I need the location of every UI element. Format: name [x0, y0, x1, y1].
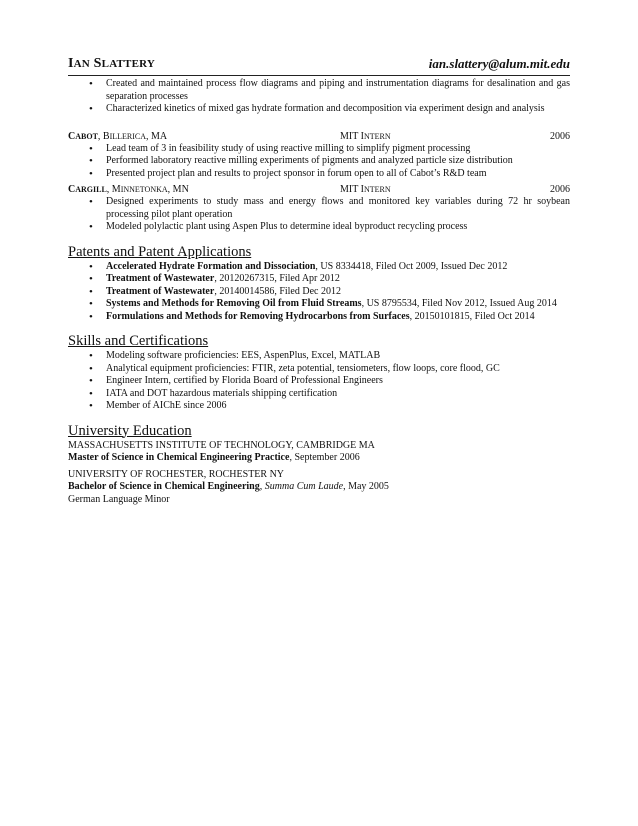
- job-bullet-list: [68, 196, 570, 234]
- candidate-email[interactable]: ian.slattery@alum.mit.edu: [428, 56, 570, 71]
- skill-item: • IATA and DOT hazardous materials shipping certification: [89, 387, 338, 400]
- bullet-icon: •: [89, 387, 93, 400]
- list-item: • Designed experiments to study mass and energy flows and monitored key variables during 72 hr soybean processing pilot plant operation: [89, 196, 570, 220]
- patent-item: • Accelerated Hydrate Formation and Dissociation, US 8334418, Filed Oct 2009, Issued Dec 2012: [89, 260, 508, 273]
- patent-item: • Treatment of Wastewater, 20140014586, Filed Dec 2012: [89, 285, 341, 298]
- candidate-name: IAN SLATTERY: [68, 56, 156, 71]
- skill-item: • Member of AIChE since 2006: [89, 400, 227, 412]
- resume-header: [68, 48, 570, 76]
- job-year: 2006: [550, 130, 570, 142]
- job-role: MIT INTERN: [340, 184, 391, 195]
- list-item: • Created and maintained process flow diagrams and piping and instrumentation diagrams for desalination and gas separation processes: [89, 78, 570, 102]
- education-rochester: [68, 469, 570, 507]
- bullet-icon: •: [89, 167, 93, 180]
- bullet-icon: •: [89, 350, 93, 362]
- bullet-icon: •: [89, 273, 93, 285]
- bullet-icon: •: [89, 103, 93, 115]
- bullet-icon: •: [89, 155, 93, 167]
- patent-list: [68, 261, 570, 324]
- school-name: UNIVERSITY OF ROCHESTER, ROCHESTER NY: [68, 468, 285, 480]
- bullet-icon: •: [89, 142, 93, 155]
- section-heading-education: University Education: [68, 422, 192, 439]
- job-header: [68, 130, 570, 143]
- bullet-icon: •: [89, 196, 93, 208]
- bullet-icon: •: [89, 221, 93, 233]
- list-item: • Modeled polylactic plant using Aspen Plus to determine ideal byproduct recycling process: [89, 221, 468, 233]
- degree-line: Bachelor of Science in Chemical Engineering, Summa Cum Laude, May 2005: [68, 481, 389, 492]
- bullet-icon: •: [89, 375, 93, 387]
- list-item: • Presented project plan and results to project sponsor in forum open to all of Cabot’s R&D team: [89, 167, 487, 180]
- section-heading-patents: Patents and Patent Applications: [68, 243, 252, 260]
- bullet-icon: •: [89, 78, 93, 90]
- bullet-icon: •: [89, 285, 93, 298]
- job-role: MIT INTERN: [340, 130, 391, 142]
- patent-item: • Systems and Methods for Removing Oil from Fluid Streams, US 8795534, Filed Nov 2012, Issued Aug 2014: [89, 298, 557, 310]
- job-year: 2006: [550, 184, 570, 195]
- job-org: CABOT, BILLERICA, MA: [68, 130, 168, 142]
- school-name: MASSACHUSETTS INSTITUTE OF TECHNOLOGY, CAMBRIDGE MA: [68, 439, 375, 451]
- bullet-icon: •: [89, 260, 93, 273]
- bullet-icon: •: [89, 400, 93, 412]
- skill-item: • Modeling software proficiencies: EES, AspenPlus, Excel, MATLAB: [89, 350, 381, 362]
- education-mit: [68, 440, 570, 465]
- job-entry-cargill: [68, 183, 570, 234]
- degree-line: Master of Science in Chemical Engineering Practice, September 2006: [68, 452, 360, 463]
- bullet-icon: •: [89, 298, 93, 310]
- skill-item: • Analytical equipment proficiencies: FTIR, zeta potential, tensiometers, flow loops, core flood, GC: [89, 362, 500, 375]
- job-org: CARGILL, MINNETONKA, MN: [68, 184, 189, 195]
- bullet-icon: •: [89, 362, 93, 375]
- minor-line: German Language Minor: [68, 493, 170, 505]
- skill-item: • Engineer Intern, certified by Florida Board of Professional Engineers: [89, 375, 383, 387]
- job-entry-cabot: [68, 130, 570, 181]
- list-item: • Performed laboratory reactive milling experiments of pigments and analyzed particle size distribution: [89, 155, 513, 167]
- patent-item: • Formulations and Methods for Removing Hydrocarbons from Surfaces, 20150101815, Filed Oct 2014: [89, 310, 535, 323]
- skills-list: [68, 350, 570, 413]
- list-item: • Characterized kinetics of mixed gas hydrate formation and decomposition via experiment design and analysis: [89, 103, 545, 115]
- list-item: • Lead team of 3 in feasibility study of using reactive milling to simplify pigment processing: [89, 142, 471, 155]
- job-header: [68, 183, 570, 196]
- resume-page: [68, 48, 570, 506]
- top-bullet-list: [68, 78, 570, 116]
- patent-item: • Treatment of Wastewater, 20120267315, Filed Apr 2012: [89, 273, 340, 285]
- job-bullet-list: [68, 143, 570, 181]
- section-heading-skills: Skills and Certifications: [68, 333, 209, 349]
- bullet-icon: •: [89, 310, 93, 323]
